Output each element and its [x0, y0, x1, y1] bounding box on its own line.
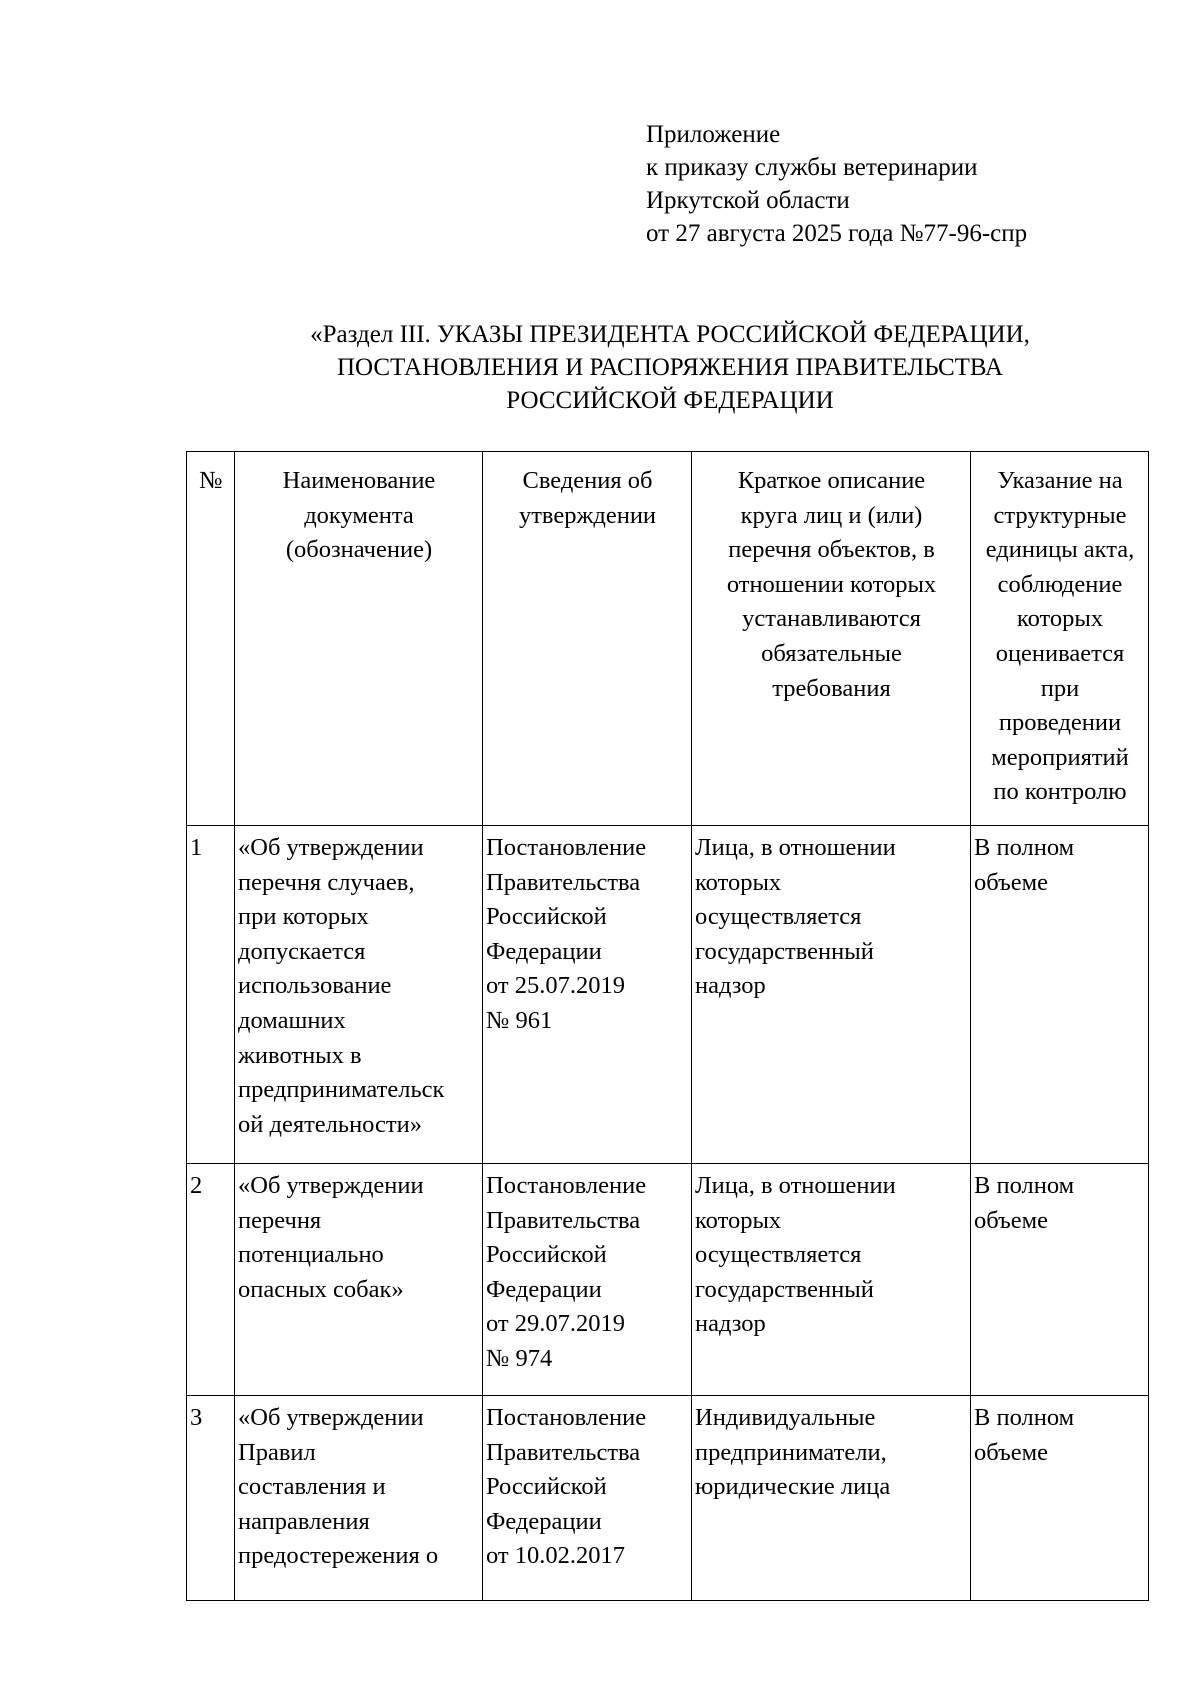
- cell-approval-info: [483, 826, 692, 1164]
- text-line: круга лиц и (или): [740, 501, 923, 529]
- text-line: Российской: [486, 1473, 607, 1501]
- table-row: [187, 1396, 1149, 1601]
- text-line: отношении которых: [726, 570, 937, 598]
- text-line: предприниматели,: [695, 1438, 887, 1466]
- table-row: [187, 1164, 1149, 1396]
- text-line: объеме: [974, 1438, 1049, 1466]
- text-line: перечня объектов, в: [728, 536, 935, 564]
- text-line: Правительства: [486, 1438, 641, 1466]
- text-line: соблюдение: [997, 570, 1123, 598]
- text-line: «Об утверждении: [238, 1404, 424, 1431]
- text-line: Федерации: [486, 1275, 602, 1303]
- cell-number: 2: [187, 1164, 235, 1396]
- text-line: опасных собак»: [238, 1275, 404, 1303]
- text-line: Правил: [238, 1438, 316, 1466]
- text-line: допускается: [238, 937, 366, 965]
- text-line: оценивается: [995, 639, 1125, 667]
- appendix-line: Иркутской области: [646, 187, 850, 214]
- cell-document-name: [235, 1396, 483, 1601]
- text-line: домашних: [238, 1006, 346, 1034]
- text-line: Федерации: [486, 1507, 602, 1535]
- text-line: от 29.07.2019: [486, 1310, 626, 1338]
- text-line: направления: [238, 1507, 370, 1535]
- text-line: Индивидуальные: [695, 1404, 876, 1431]
- header-approval-info: [483, 452, 692, 826]
- cell-approval-info: [483, 1164, 692, 1396]
- text-line: единицы акта,: [985, 536, 1135, 564]
- text-line: документа: [304, 501, 414, 529]
- section-title: [230, 318, 1110, 417]
- text-line: надзор: [695, 1310, 766, 1338]
- table-header-row: [187, 452, 1149, 826]
- cell-structural-units: [971, 1396, 1149, 1601]
- text-line: которых: [695, 1206, 782, 1234]
- text-line: использование: [238, 972, 392, 1000]
- text-line: при: [1040, 674, 1080, 702]
- text-line: обязательные: [761, 639, 902, 667]
- text-line: структурные: [993, 501, 1127, 529]
- text-line: объеме: [974, 1206, 1049, 1234]
- header-document-name: [235, 452, 483, 826]
- table-row: [187, 826, 1149, 1164]
- section-title-line: РОССИЙСКОЙ ФЕДЕРАЦИИ: [506, 387, 834, 414]
- text-line: от 10.02.2017: [486, 1542, 626, 1570]
- header-number: [187, 452, 235, 826]
- text-line: предостережения о: [238, 1542, 439, 1570]
- requirements-table: [186, 451, 1149, 1601]
- text-line: Указание на: [997, 467, 1123, 494]
- cell-document-name: [235, 1164, 483, 1396]
- text-line: №: [199, 467, 223, 494]
- text-line: Федерации: [486, 937, 602, 965]
- text-line: «Об утверждении: [238, 834, 424, 861]
- cell-description: [692, 1164, 971, 1396]
- text-line: государственный: [695, 937, 874, 965]
- text-line: по контролю: [993, 778, 1127, 806]
- text-line: от 25.07.2019: [486, 972, 626, 1000]
- text-line: Лица, в отношении: [695, 1172, 896, 1199]
- text-line: № 974: [486, 1344, 553, 1372]
- text-line: которых: [695, 868, 782, 896]
- cell-number: 3: [187, 1396, 235, 1601]
- text-line: государственный: [695, 1275, 874, 1303]
- text-line: Постановление: [486, 1404, 647, 1431]
- text-line: юридические лица: [695, 1473, 891, 1501]
- text-line: (обозначение): [285, 536, 433, 564]
- text-line: В полном: [974, 1172, 1075, 1199]
- text-line: № 961: [486, 1006, 553, 1034]
- appendix-line: от 27 августа 2025 года №77-96-спр: [646, 220, 1028, 247]
- appendix-block: [646, 118, 1027, 250]
- cell-document-name: [235, 826, 483, 1164]
- text-line: Российской: [486, 1241, 607, 1269]
- text-line: Постановление: [486, 1172, 647, 1199]
- text-line: В полном: [974, 834, 1075, 861]
- text-line: «Об утверждении: [238, 1172, 424, 1199]
- text-line: перечня: [238, 1206, 322, 1234]
- cell-structural-units: [971, 826, 1149, 1164]
- text-line: Краткое описание: [737, 467, 926, 494]
- text-line: требования: [772, 674, 891, 702]
- text-line: составления и: [238, 1473, 386, 1501]
- text-line: осуществляется: [695, 903, 862, 931]
- section-title-line: ПОСТАНОВЛЕНИЯ И РАСПОРЯЖЕНИЯ ПРАВИТЕЛЬСТВА: [336, 354, 1004, 381]
- appendix-line: Приложение: [646, 121, 781, 148]
- text-line: предпринимательск: [238, 1076, 445, 1104]
- text-line: Постановление: [486, 834, 647, 861]
- text-line: Правительства: [486, 1206, 641, 1234]
- cell-approval-info: [483, 1396, 692, 1601]
- cell-description: [692, 826, 971, 1164]
- text-line: ой деятельности»: [238, 1110, 422, 1138]
- header-structural-units: [971, 452, 1149, 826]
- text-line: Правительства: [486, 868, 641, 896]
- text-line: перечня случаев,: [238, 868, 415, 896]
- text-line: Сведения об: [522, 467, 653, 494]
- text-line: Российской: [486, 903, 607, 931]
- text-line: проведении: [998, 709, 1122, 737]
- text-line: которых: [1016, 605, 1104, 633]
- text-line: животных в: [238, 1041, 362, 1069]
- text-line: устанавливаются: [742, 605, 921, 633]
- text-line: при которых: [238, 903, 369, 931]
- header-description: [692, 452, 971, 826]
- text-line: объеме: [974, 868, 1049, 896]
- text-line: Лица, в отношении: [695, 834, 896, 861]
- text-line: осуществляется: [695, 1241, 862, 1269]
- text-line: потенциально: [238, 1241, 384, 1269]
- section-title-line: «Раздел III. УКАЗЫ ПРЕЗИДЕНТА РОССИЙСКОЙ ФЕДЕРАЦИИ,: [310, 321, 1030, 348]
- appendix-line: к приказу службы ветеринарии: [646, 154, 978, 181]
- cell-structural-units: [971, 1164, 1149, 1396]
- text-line: В полном: [974, 1404, 1075, 1431]
- text-line: Наименование: [282, 467, 436, 494]
- text-line: надзор: [695, 972, 766, 1000]
- text-line: утверждении: [518, 501, 657, 529]
- cell-number: 1: [187, 826, 235, 1164]
- text-line: мероприятий: [991, 743, 1129, 771]
- cell-description: [692, 1396, 971, 1601]
